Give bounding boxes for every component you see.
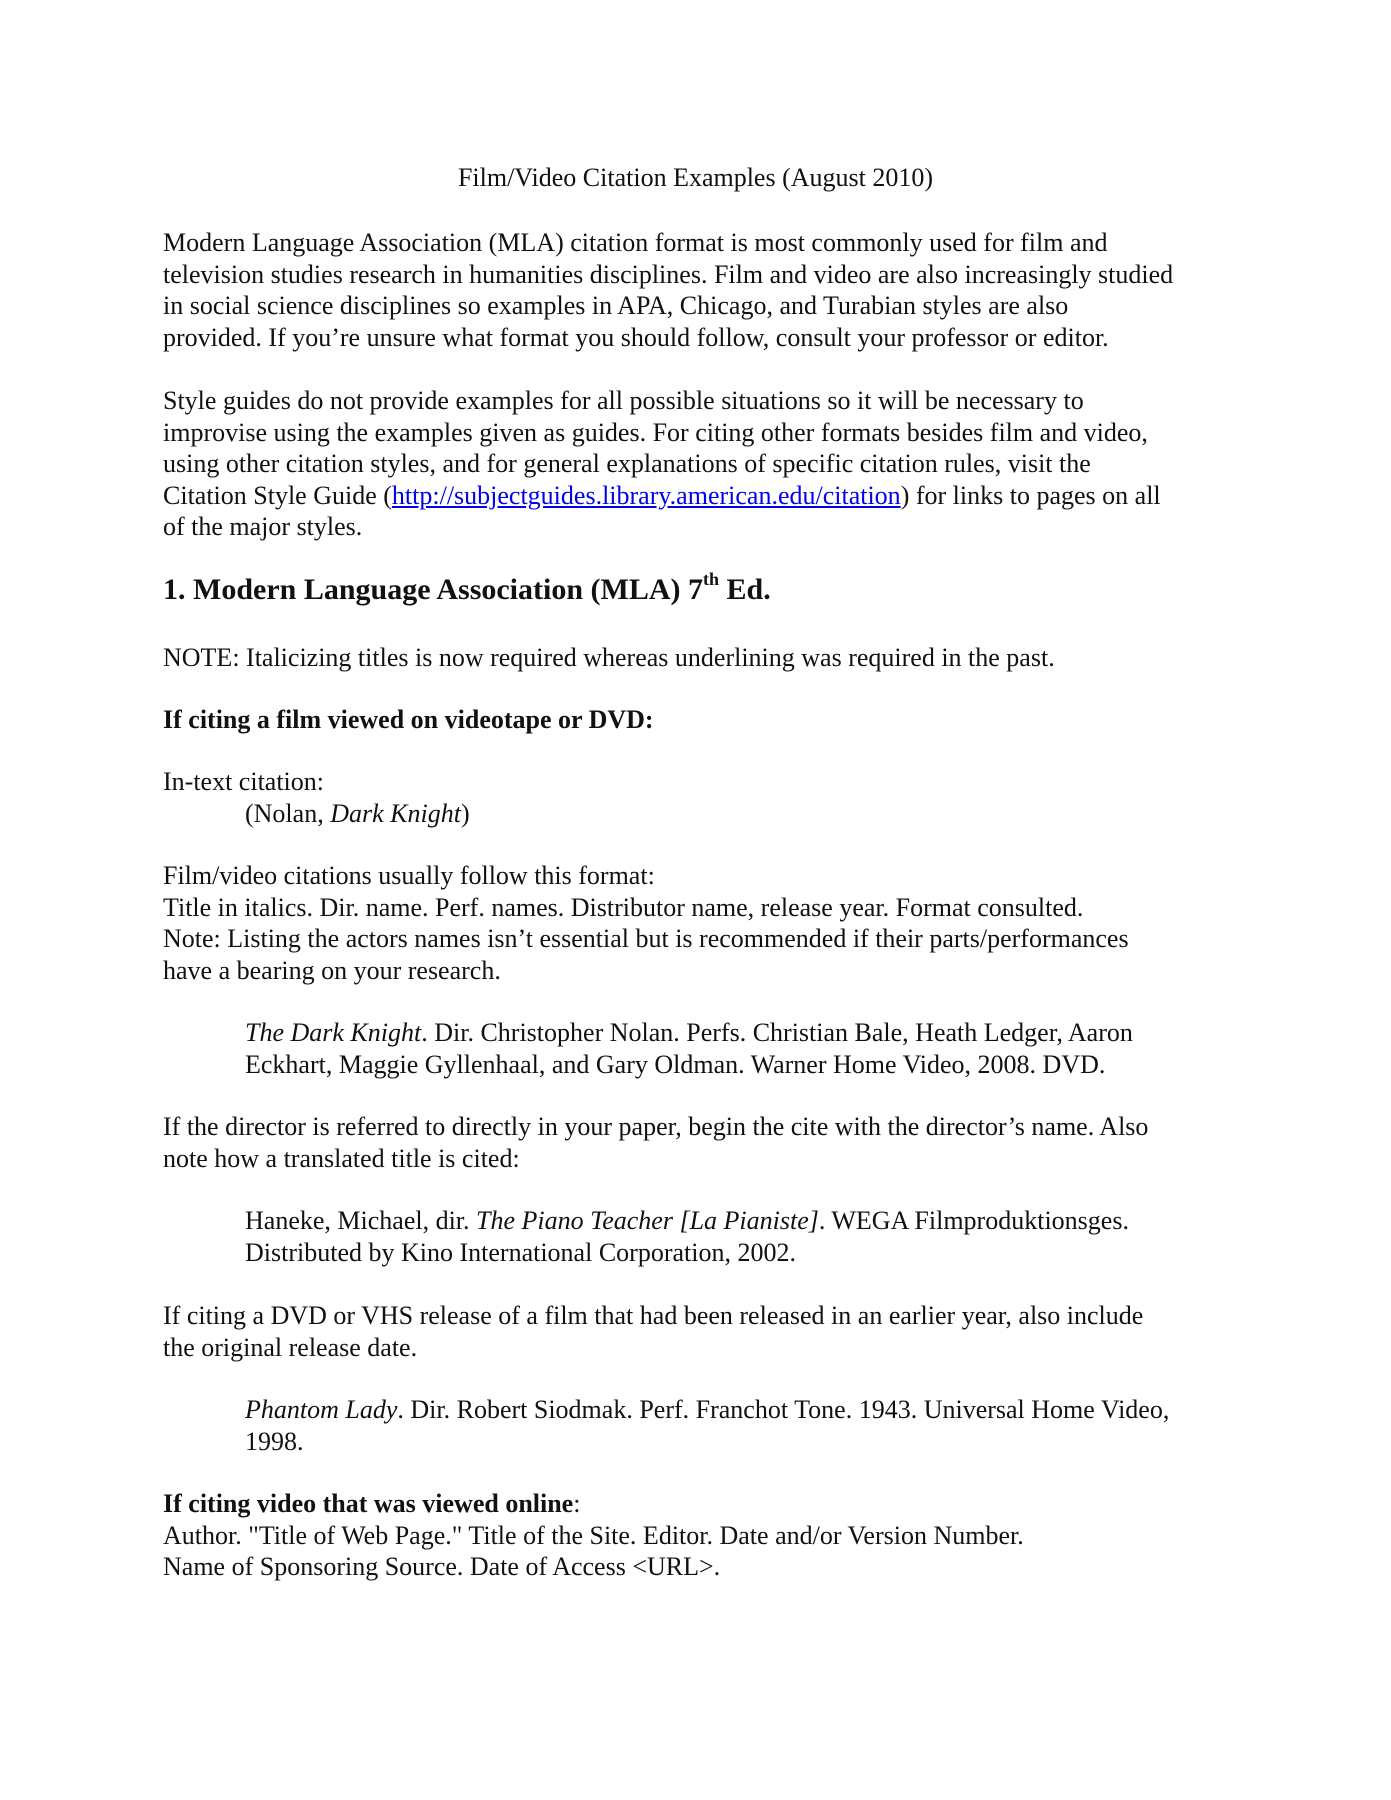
- online-section: [163, 1488, 1243, 1583]
- intro-paragraph: [163, 227, 1243, 353]
- document-title: Film/Video Citation Examples (August 2010): [457, 163, 934, 192]
- text-line: Distributed by Kino International Corporation, 2002.: [245, 1237, 796, 1267]
- italic-title: The Piano Teacher [La Pianiste]: [476, 1206, 819, 1235]
- text-line: Film/video citations usually follow this format:: [163, 861, 655, 890]
- text: Citation Style Guide (: [163, 480, 392, 510]
- text-line: If the director is referred to directly in your paper, begin the cite with the director’s name. Also: [163, 1112, 1149, 1141]
- text: . WEGA Filmproduktionsges.: [818, 1206, 1129, 1235]
- text-line: Style guides do not provide examples for all possible situations so it will be necessary to: [163, 386, 1084, 415]
- text-line: in social science disciplines so examples in APA, Chicago, and Turabian styles are also: [163, 291, 1069, 321]
- text-line: [245, 1017, 1325, 1049]
- italic-title: The Dark Knight: [245, 1018, 422, 1047]
- italic-title: Phantom Lady: [245, 1395, 398, 1424]
- text: . Dir. Christopher Nolan. Perfs. Christian Bale, Heath Ledger, Aaron: [421, 1018, 1133, 1047]
- citation-example-dark-knight: [245, 1017, 1325, 1080]
- text: . Dir. Robert Siodmak. Perf. Franchot Tone. 1943. Universal Home Video,: [397, 1395, 1170, 1424]
- text-line: Note: Listing the actors names isn’t essential but is recommended if their parts/performances: [163, 924, 1129, 954]
- text-line: of the major styles.: [163, 512, 363, 542]
- dvd-paragraph: [163, 1300, 1243, 1363]
- text-line: [245, 1205, 1325, 1237]
- intext-example: [245, 798, 1325, 830]
- citation-example-phantom-lady: [245, 1394, 1325, 1457]
- format-paragraph: [163, 860, 1243, 986]
- section-heading-mla: [163, 570, 771, 610]
- subheading-dvd: If citing a film viewed on videotape or DVD:: [163, 705, 654, 734]
- heading-text: Ed.: [719, 573, 771, 606]
- text-line: improvise using the examples given as guides. For citing other formats besides film and video,: [163, 417, 1148, 447]
- style-guide-paragraph: [163, 385, 1243, 543]
- text-line: Title in italics. Dir. name. Perf. names. Distributor name, release year. Format consulted.: [163, 892, 1084, 922]
- text-line: using other citation styles, and for general explanations of specific citation rules, visit the: [163, 449, 1091, 479]
- intext-label: In-text citation:: [163, 767, 325, 796]
- heading-superscript: th: [703, 569, 720, 589]
- text: (Nolan,: [245, 799, 331, 828]
- director-paragraph: [163, 1111, 1243, 1174]
- text: ) for links to pages on all: [900, 480, 1161, 510]
- text: :: [573, 1489, 581, 1518]
- subheading-online: [163, 1488, 1243, 1520]
- note: NOTE: Italicizing titles is now required whereas underlining was required in the past.: [163, 643, 1055, 672]
- italic-title: Dark Knight: [330, 799, 461, 828]
- text-line: have a bearing on your research.: [163, 955, 501, 985]
- text-line: [163, 480, 1243, 512]
- heading-text: 1. Modern Language Association (MLA) 7: [163, 573, 703, 606]
- text-line: Eckhart, Maggie Gyllenhaal, and Gary Oldman. Warner Home Video, 2008. DVD.: [245, 1049, 1106, 1079]
- text: ): [460, 799, 470, 828]
- text-line: 1998.: [245, 1426, 304, 1456]
- citation-guide-link[interactable]: http://subjectguides.library.american.edu/citation: [391, 480, 901, 510]
- text-line: If citing a DVD or VHS release of a film that had been released in an earlier year, also include: [163, 1301, 1144, 1330]
- bold-text: If citing video that was viewed online: [163, 1489, 574, 1518]
- text-line: Author. "Title of Web Page." Title of the Site. Editor. Date and/or Version Number.: [163, 1520, 1024, 1550]
- text-line: television studies research in humanities disciplines. Film and video are also increasingly studied: [163, 259, 1174, 289]
- citation-example-piano-teacher: [245, 1205, 1325, 1268]
- text-line: the original release date.: [163, 1332, 418, 1362]
- text-line: provided. If you’re unsure what format you should follow, consult your professor or editor.: [163, 322, 1109, 352]
- text-line: Modern Language Association (MLA) citation format is most commonly used for film and: [163, 228, 1108, 257]
- text-line: note how a translated title is cited:: [163, 1143, 520, 1173]
- text-line: [245, 1394, 1325, 1426]
- text-line: Name of Sponsoring Source. Date of Access <URL>.: [163, 1552, 721, 1582]
- text: Haneke, Michael, dir.: [245, 1206, 477, 1235]
